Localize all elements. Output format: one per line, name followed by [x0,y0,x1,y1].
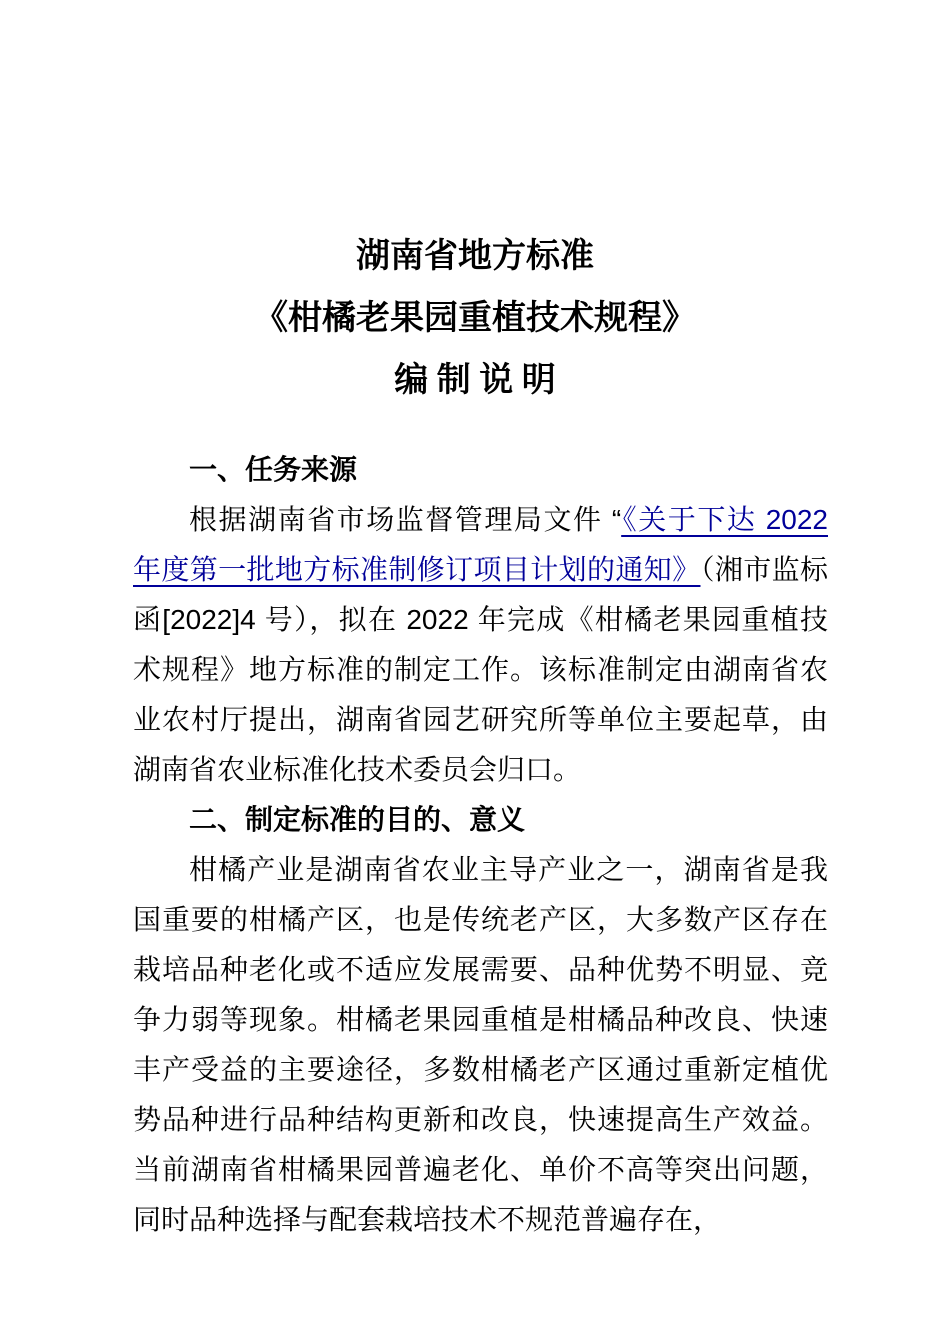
doc-title-line-1: 湖南省地方标准 [356,238,594,275]
doc-title-line-2: 《柑橘老果园重植技术规程》 [254,300,696,337]
paragraph-text-after-link: （湘市监标函[2022]4 号），拟在 2022 年完成《柑橘老果园重植技术规程》地方标准的制定工作。该标准制定由湖南省农业农村厅提出，湖南省园艺研究所等单位主要起草，由湖南省农业标准化技术委员会归口。 [133,554,828,785]
section-1-paragraph [133,495,828,795]
title-block [0,0,950,412]
doc-title-line-3: 编 制 说 明 [394,362,556,399]
section-2-paragraph: 柑橘产业是湖南省农业主导产业之一，湖南省是我国重要的柑橘产区，也是传统老产区，大多数产区存在栽培品种老化或不适应发展需要、品种优势不明显、竞争力弱等现象。柑橘老果园重植是柑橘品种改良、快速丰产受益的主要途径，多数柑橘老产区通过重新定植优势品种进行品种结构更新和改良，快速提高生产效益。当前湖南省柑橘果园普遍老化、单价不高等突出问题，同时品种选择与配套栽培技术不规范普遍存在， [133,854,828,1235]
notice-hyperlink[interactable]: 《关于下达 2022 年度第一批地方标准制修订项目计划的通知》 [133,504,828,585]
paragraph-text-before-link: 根据湖南省市场监督管理局文件 “ [189,504,622,535]
section-1-heading: 一、任务来源 [189,454,358,485]
document-body [133,445,828,1245]
section-2-heading: 二、制定标准的目的、意义 [189,804,526,835]
